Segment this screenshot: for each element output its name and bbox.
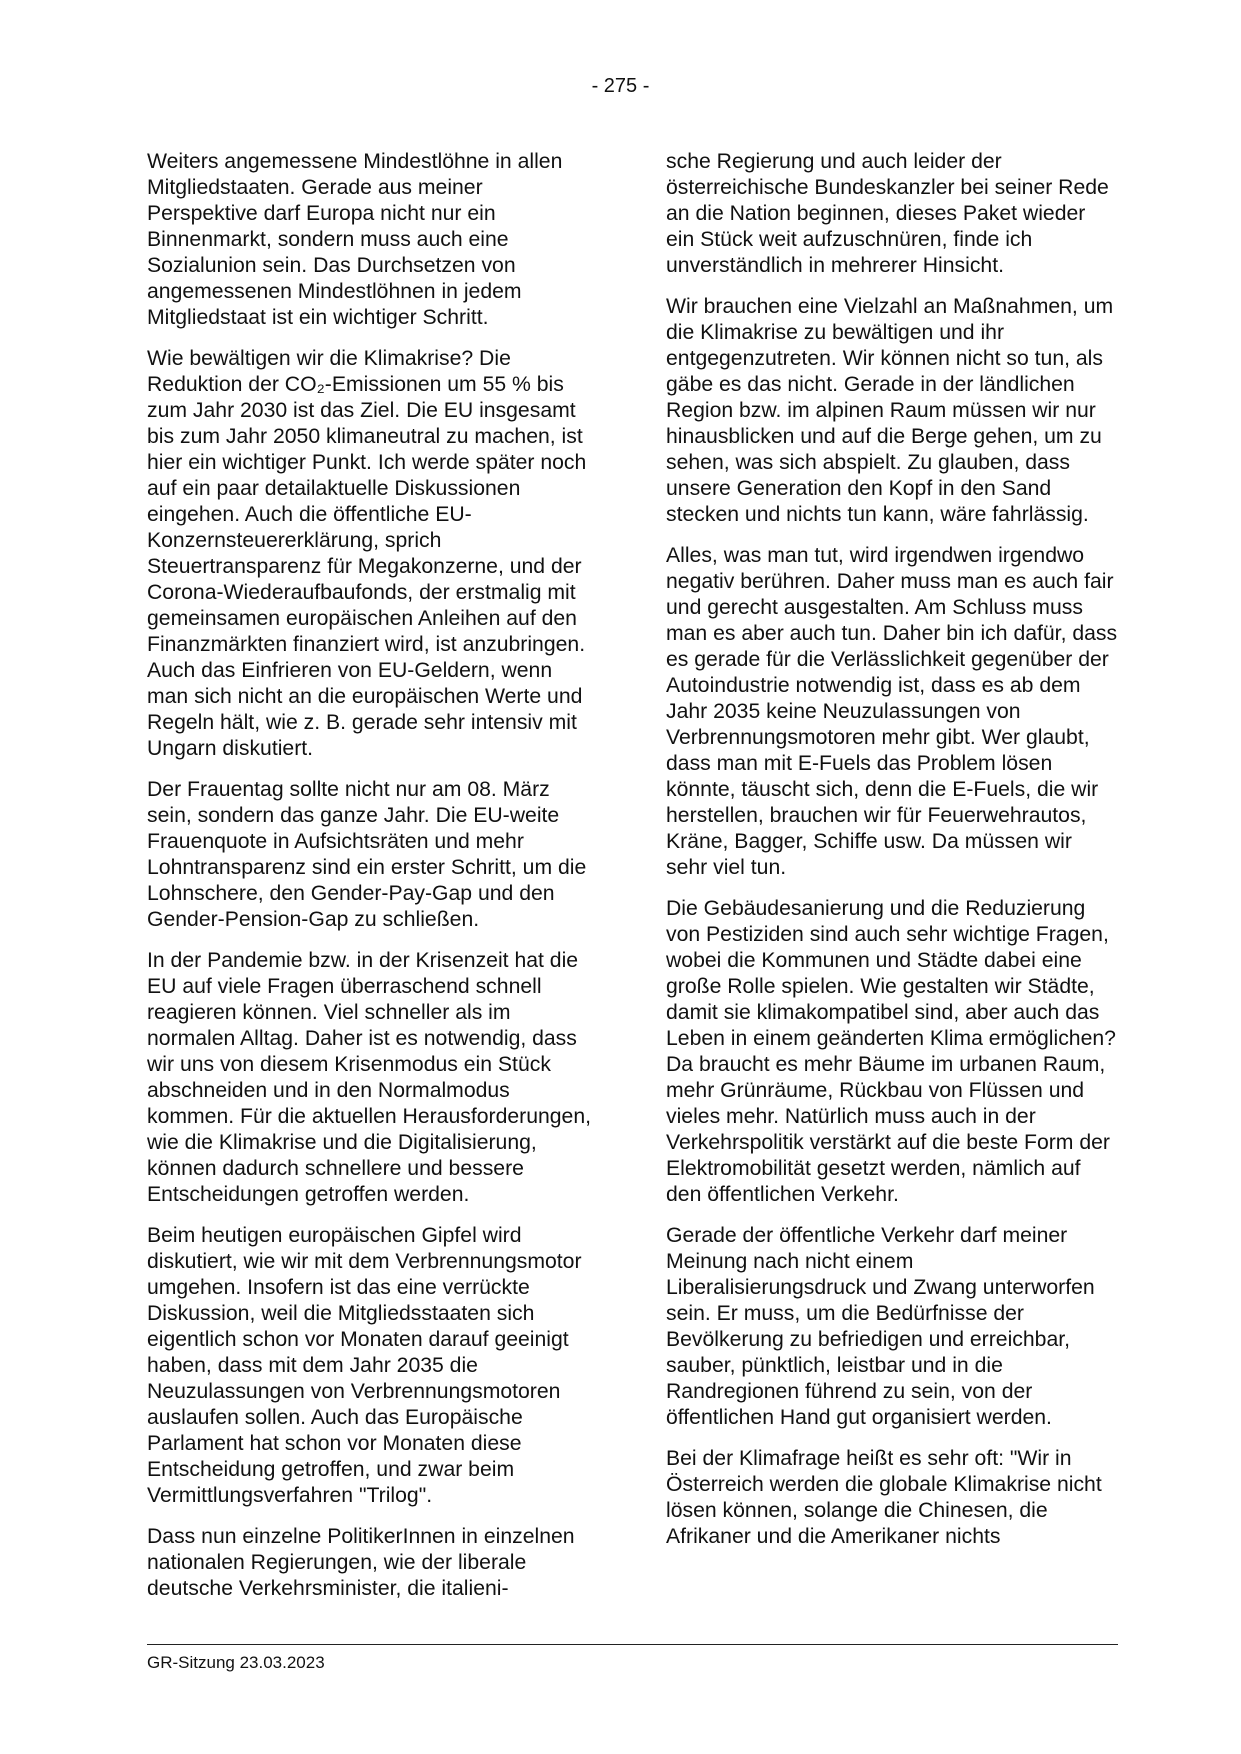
paragraph: Dass nun einzelne PolitikerInnen in einzelnen nationalen Regierungen, wie der liberale deutsche Verkehrsminister, die italieni- [147, 1525, 575, 1600]
paragraph: Beim heutigen europäischen Gipfel wird diskutiert, wie wir mit dem Verbrennungsmotor umgehen. Insofern ist das eine verrückte Diskussion, weil die Mitgliedsstaaten sich eigentlich schon vor Monaten darauf geeinigt haben, dass mit dem Jahr 2035 die Neuzulassungen von Verbrennungsmotoren auslaufen sollen. Auch das Europäische Parlament hat schon vor Monaten diese Entscheidung getroffen, und zwar beim Vermittlungsverfahren "Trilog". [147, 1224, 582, 1507]
paragraph: Wir brauchen eine Vielzahl an Maßnahmen, um die Klimakrise zu bewältigen und ihr entgegenzutreten. Wir können nicht so tun, als gäbe es das nicht. Gerade in der ländlichen Region bzw. im alpinen Raum müssen wir nur hinausblicken und auf die Berge gehen, um zu sehen, was sich abspielt. Zu glauben, dass unsere Generation den Kopf in den Sand stecken und nichts tun kann, wäre fahrlässig. [666, 295, 1114, 526]
paragraph: Die Gebäudesanierung und die Reduzierung von Pestiziden sind auch sehr wichtige Fragen, wobei die Kommunen und Städte dabei eine große Rolle spielen. Wie gestalten wir Städte, damit sie klimakompatibel sind, aber auch das Leben in einem geänderten Klima ermöglichen? Da braucht es mehr Bäume im urbanen Raum, mehr Grünräume, Rückbau von Flüssen und vieles mehr. Natürlich muss auch in der Verkehrspolitik verstärkt auf die beste Form der Elektromobilität gesetzt werden, nämlich auf den öffentlichen Verkehr. [666, 897, 1116, 1206]
page-number: - 275 - [591, 75, 650, 97]
paragraph: Wie bewältigen wir die Klimakrise? Die Reduktion der CO₂-Emissionen um 55 % bis zum Jahr 2030 ist das Ziel. Die EU insgesamt bis zum Jahr 2050 klimaneutral zu machen, ist hier ein wichtiger Punkt. Ich werde später noch auf ein paar detailaktuelle Diskussionen eingehen. Auch die öffentliche EU-Konzernsteuererklärung, sprich Steuertransparenz für Megakonzerne, und der Corona-Wiederaufbaufonds, der erstmalig mit gemeinsamen europäischen Anleihen auf den Finanzmärkten finanziert wird, ist anzubringen. Auch das Einfrieren von EU-Geldern, wenn man sich nicht an die europäischen Werte und Regeln hält, wie z. B. gerade sehr intensiv mit Ungarn diskutiert. [147, 347, 587, 760]
paragraph: Weiters angemessene Mindestlöhne in allen Mitgliedstaaten. Gerade aus meiner Perspektive darf Europa nicht nur ein Binnenmarkt, sondern muss auch eine Sozialunion sein. Das Durchsetzen von angemessenen Mindestlöhnen in jedem Mitgliedstaat ist ein wichtiger Schritt. [147, 150, 563, 329]
footer-divider [147, 1644, 1118, 1645]
paragraph: sche Regierung und auch leider der österreichische Bundeskanzler bei seiner Rede an die Nation beginnen, dieses Paket wieder ein Stück weit aufzuschnüren, finde ich unverständlich in mehrerer Hinsicht. [666, 150, 1109, 277]
paragraph: Der Frauentag sollte nicht nur am 08. März sein, sondern das ganze Jahr. Die EU-weite Frauenquote in Aufsichtsräten und mehr Lohntransparenz sind ein erster Schritt, um die Lohnschere, den Gender-Pay-Gap und den Gender-Pension-Gap zu schließen. [147, 778, 587, 931]
left-column [147, 149, 599, 1617]
right-column [666, 149, 1118, 1565]
paragraph: Bei der Klimafrage heißt es sehr oft: "Wir in Österreich werden die globale Klimakrise nicht lösen können, solange die Chinesen, die Afrikaner und die Amerikaner nichts [666, 1447, 1102, 1548]
paragraph: Alles, was man tut, wird irgendwen irgendwo negativ berühren. Daher muss man es auch fair und gerecht ausgestalten. Am Schluss muss man es aber auch tun. Daher bin ich dafür, dass es gerade für die Verlässlichkeit gegenüber der Autoindustrie notwendig ist, dass es ab dem Jahr 2035 keine Neuzulassungen von Verbrennungsmotoren mehr gibt. Wer glaubt, dass man mit E-Fuels das Problem lösen könnte, täuscht sich, denn die E-Fuels, die wir herstellen, brauchen wir für Feuerwehrautos, Kräne, Bagger, Schiffe usw. Da müssen wir sehr viel tun. [666, 544, 1118, 879]
footer-session-date: GR-Sitzung 23.03.2023 [147, 1653, 325, 1672]
paragraph: Gerade der öffentliche Verkehr darf meiner Meinung nach nicht einem Liberalisierungsdruck und Zwang unterworfen sein. Er muss, um die Bedürfnisse der Bevölkerung zu befriedigen und erreichbar, sauber, pünktlich, leistbar und in die Randregionen führend zu sein, von der öffentlichen Hand gut organisiert werden. [666, 1224, 1095, 1429]
paragraph: In der Pandemie bzw. in der Krisenzeit hat die EU auf viele Fragen überraschend schnell reagieren können. Viel schneller als im normalen Alltag. Daher ist es notwendig, dass wir uns von diesem Krisenmodus ein Stück abschneiden und in den Normalmodus kommen. Für die aktuellen Herausforderungen, wie die Klimakrise und die Digitalisierung, können dadurch schnellere und bessere Entscheidungen getroffen werden. [147, 949, 591, 1206]
